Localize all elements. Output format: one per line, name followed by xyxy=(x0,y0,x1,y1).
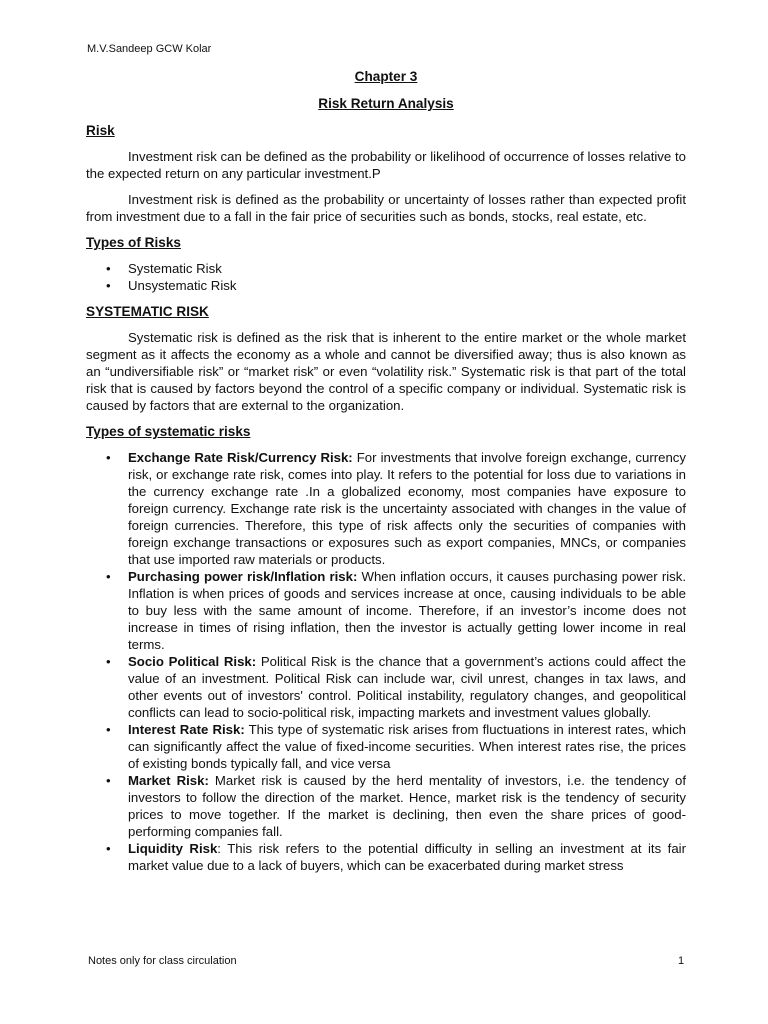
list-item xyxy=(86,721,686,772)
footer-note: Notes only for class circulation xyxy=(88,955,237,967)
risk-description: Market risk is caused by the herd mentality of investors, i.e. the tendency of investors to follow the direction of the market. Hence, market risk is the tendency of security prices to move together. If the market is declining, then even the share prices of good-performing companies fall. xyxy=(128,773,686,839)
types-of-systematic-risks-heading: Types of systematic risks xyxy=(86,424,251,439)
risk-term: Market Risk: xyxy=(128,773,209,788)
types-of-systematic-risks-list xyxy=(86,449,686,874)
page-number: 1 xyxy=(678,955,685,967)
risk-term: Socio Political Risk: xyxy=(128,654,257,669)
risk-description: For investments that involve foreign exchange, currency risk, or exchange rate risk, comes into play. It refers to the potential for loss due to variations in the currency exchange rate .In a globalized economy, most companies have exposure to foreign currency. Exchange rate risk is the uncertainty associated with changes in the value of foreign currencies. Therefore, this type of risk affects only the securities of companies with foreign exchange transactions or exposures such as export companies, MNCs, or companies that use imported raw materials or products. xyxy=(128,450,686,567)
chapter-number: Chapter 3 xyxy=(354,69,418,84)
risk-description: When inflation occurs, it causes purchasing power risk. Inflation is when prices of goods and services increase at once, causing individuals to be able to buy less with the same amount of income. Therefore, if an investor’s income does not increase in times of rising inflation, then the investor is actually getting lower income in real terms. xyxy=(128,569,686,652)
list-item xyxy=(86,653,686,721)
list-item xyxy=(86,449,686,568)
risk-description: Political Risk is the chance that a government’s actions could affect the value of an investment. Political Risk can include war, civil unrest, changes in tax laws, and other events out of investors' control. Political instability, regulatory changes, and geopolitical conflicts can lead to socio-political risk, impacting markets and investment values globally. xyxy=(128,654,686,720)
systematic-risk-heading: SYSTEMATIC RISK xyxy=(86,304,209,319)
types-of-risks-heading: Types of Risks xyxy=(86,235,181,250)
page-content xyxy=(86,66,686,874)
systematic-risk-paragraph: Systematic risk is defined as the risk that is inherent to the entire market or the whole market segment as it affects the economy as a whole and cannot be diversified away; thus is also known as an “undiversifiable risk” or “market risk” or even “volatility risk.” Systematic risk is that part of the total risk that is caused by factors beyond the control of a specific company or individual. Systematic risk is caused by factors that are external to the organization. xyxy=(86,330,686,413)
risk-term: Interest Rate Risk: xyxy=(128,722,245,737)
list-item: • Systematic Risk xyxy=(86,260,686,277)
risk-term: Exchange Rate Risk/Currency Risk: xyxy=(128,450,353,465)
types-of-risks-list xyxy=(86,260,686,294)
header-author: M.V.Sandeep GCW Kolar xyxy=(87,43,212,55)
list-item xyxy=(86,772,686,840)
risk-paragraph-1: Investment risk can be defined as the probability or likelihood of occurrence of losses relative to the expected return on any particular investment.P xyxy=(86,149,686,181)
list-item: • Unsystematic Risk xyxy=(86,277,686,294)
chapter-title: Risk Return Analysis xyxy=(318,96,454,111)
risk-heading: Risk xyxy=(86,123,115,138)
risk-description: : This risk refers to the potential difficulty in selling an investment at its fair market value due to a lack of buyers, which can be exacerbated during market stress xyxy=(128,841,686,873)
risk-paragraph-2: Investment risk is defined as the probability or uncertainty of losses rather than expected profit from investment due to a fall in the fair price of securities such as bonds, stocks, real estate, etc. xyxy=(86,192,686,224)
risk-term: Liquidity Risk xyxy=(128,841,218,856)
risk-term: Purchasing power risk/Inflation risk: xyxy=(128,569,358,584)
risk-description: This type of systematic risk arises from fluctuations in interest rates, which can significantly affect the value of fixed-income securities. When interest rates rise, the prices of existing bonds typically fall, and vice versa xyxy=(128,722,687,771)
list-item xyxy=(86,840,686,874)
list-item xyxy=(86,568,686,653)
